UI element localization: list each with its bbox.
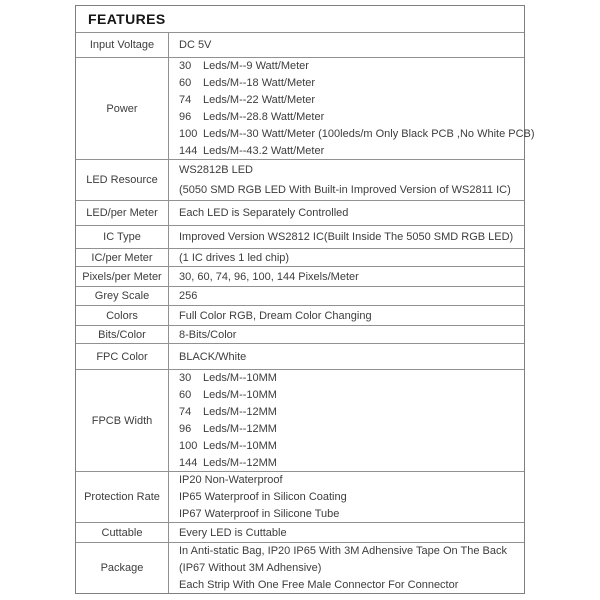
fpcb-width-line: 74 Leds/M--12MM xyxy=(179,405,277,418)
row-value: Full Color RGB, Dream Color Changing xyxy=(179,309,372,322)
row-protection-rate xyxy=(76,472,524,523)
row-led-per-meter xyxy=(76,201,524,226)
row-value: 256 xyxy=(179,290,198,302)
row-value: 30, 60, 74, 96, 100, 144 Pixels/Meter xyxy=(179,270,359,283)
row-ic-type xyxy=(76,226,524,249)
row-value: DC 5V xyxy=(179,39,212,51)
row-value: (1 IC drives 1 led chip) xyxy=(179,251,290,264)
power-line: 144 Leds/M--43.2 Watt/Meter xyxy=(179,144,325,157)
row-label: LED Resource xyxy=(76,160,169,200)
row-label: Power xyxy=(76,58,169,159)
row-ic-per-meter xyxy=(76,249,524,267)
row-cuttable xyxy=(76,523,524,543)
features-spec-table xyxy=(75,5,535,594)
row-value xyxy=(169,370,524,471)
row-input-voltage xyxy=(76,33,524,58)
row-power xyxy=(76,58,535,160)
power-line: 60 Leds/M--18 Watt/Meter xyxy=(179,76,316,89)
table-title: FEATURES xyxy=(76,6,524,33)
power-line: 96 Leds/M--28.8 Watt/Meter xyxy=(179,110,325,123)
row-label: Pixels/per Meter xyxy=(76,267,169,286)
row-label: LED/per Meter xyxy=(76,201,169,225)
row-package xyxy=(76,543,524,593)
row-colors xyxy=(76,306,524,326)
fpcb-width-line: 100 Leds/M--10MM xyxy=(179,439,277,452)
fpcb-width-line: 30 Leds/M--10MM xyxy=(179,371,277,384)
row-label: FPCB Width xyxy=(76,370,169,471)
row-value: Every LED is Cuttable xyxy=(179,526,287,539)
fpcb-width-line: 60 Leds/M--10MM xyxy=(179,388,277,401)
row-value: 8-Bits/Color xyxy=(179,328,237,341)
row-grey-scale xyxy=(76,287,524,306)
row-fpc-color xyxy=(76,344,524,370)
row-value: IP20 Non-Waterproof IP65 Waterproof in Silicon Coating IP67 Waterproof in Silicone Tube xyxy=(179,473,347,520)
row-label: Bits/Color xyxy=(76,326,169,343)
row-led-resource xyxy=(76,160,524,201)
fpcb-width-line: 96 Leds/M--12MM xyxy=(179,422,277,435)
row-value: BLACK/White xyxy=(179,350,247,363)
row-label: Grey Scale xyxy=(76,287,169,305)
row-label: Protection Rate xyxy=(76,472,169,522)
row-value: WS2812B LED (5050 SMD RGB LED With Built-in Improved Version of WS2811 IC) xyxy=(179,164,511,196)
row-value: In Anti-static Bag, IP20 IP65 With 3M Adhensive Tape On The Back (IP67 Without 3M Adhensive) Each Strip With One Free Male Connector For Connector xyxy=(179,544,507,591)
row-value xyxy=(169,58,535,159)
row-label: FPC Color xyxy=(76,344,169,369)
row-label: IC Type xyxy=(76,226,169,248)
fpcb-width-line: 144 Leds/M--12MM xyxy=(179,456,277,469)
power-line: 74 Leds/M--22 Watt/Meter xyxy=(179,93,316,106)
row-label: Colors xyxy=(76,306,169,325)
power-line: 30 Leds/M--9 Watt/Meter xyxy=(179,59,309,72)
row-label: Input Voltage xyxy=(76,33,169,57)
row-fpcb-width xyxy=(76,370,524,472)
row-value: Each LED is Separately Controlled xyxy=(179,207,349,219)
row-pixels-per-meter xyxy=(76,267,524,287)
row-label: Cuttable xyxy=(76,523,169,542)
row-label: Package xyxy=(76,543,169,593)
row-label: IC/per Meter xyxy=(76,249,169,266)
row-value: Improved Version WS2812 IC(Built Inside The 5050 SMD RGB LED) xyxy=(179,231,514,243)
power-line: 100 Leds/M--30 Watt/Meter (100leds/m Only Black PCB ,No White PCB) xyxy=(179,127,535,140)
row-bits-color xyxy=(76,326,524,344)
